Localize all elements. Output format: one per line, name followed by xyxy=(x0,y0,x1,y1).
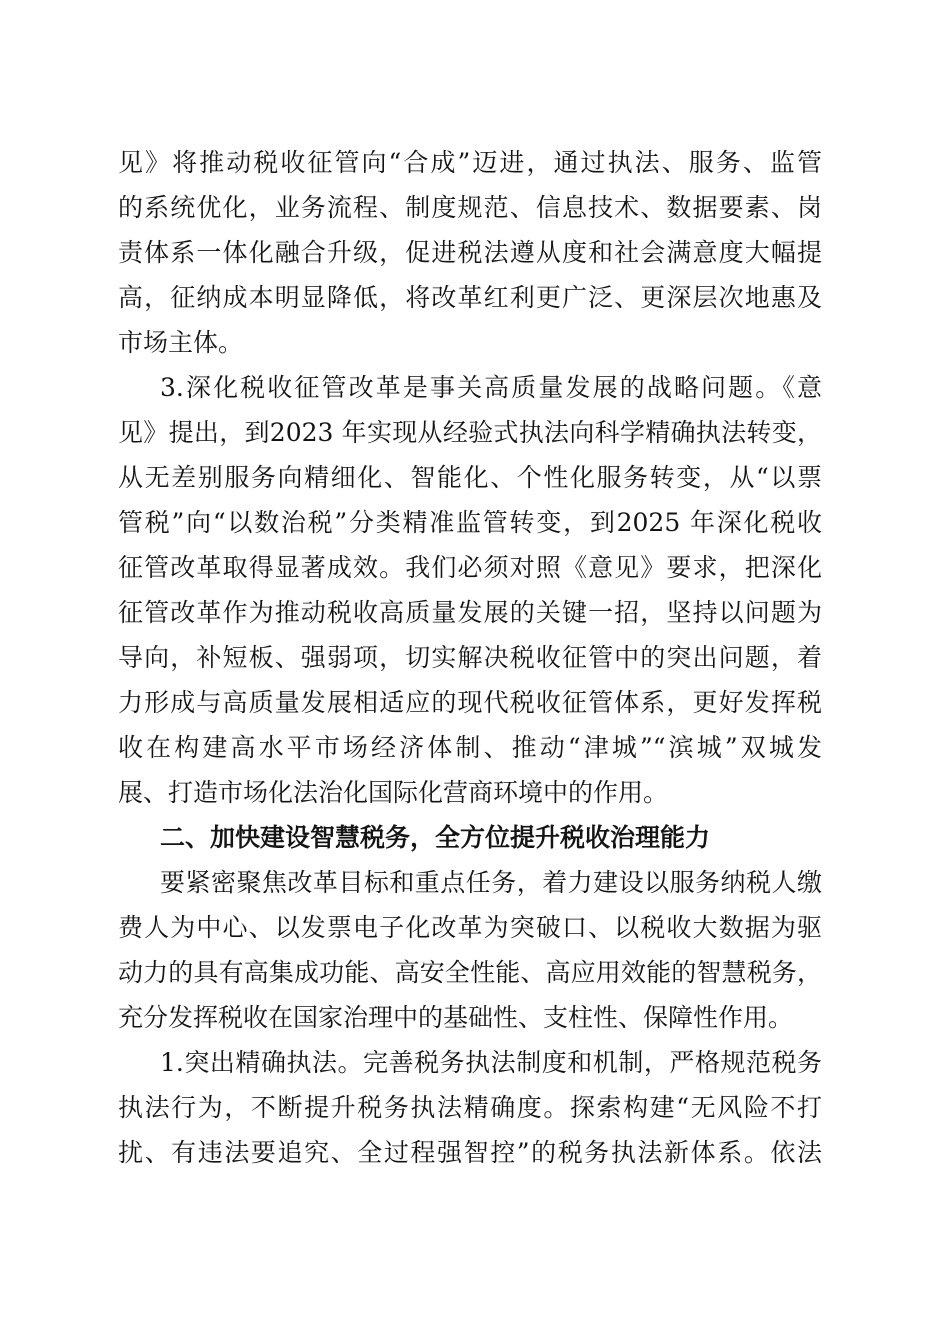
paragraph-line: 高，征纳成本明显降低，将改革红利更广泛、更深层次地惠及 xyxy=(118,283,822,312)
paragraph-line: 执法行为，不断提升税务执法精确度。探索构建“无风险不打 xyxy=(118,1093,822,1122)
paragraph-line: 费人为中心、以发票电子化改革为突破口、以税收大数据为驱 xyxy=(118,913,822,942)
paragraph-line: 见》提出，到2023 年实现从经验式执法向科学精确执法转变， xyxy=(118,418,822,447)
paragraph-1 xyxy=(118,140,822,365)
section-heading: 二、加快建设智慧税务，全方位提升税收治理能力 xyxy=(160,823,711,852)
paragraph-4 xyxy=(118,1040,822,1175)
paragraph-line: 从无差别服务向精细化、智能化、个性化服务转变，从“以票 xyxy=(118,463,822,492)
paragraph-line: 3.深化税收征管改革是事关高质量发展的战略问题。《意 xyxy=(160,373,822,402)
document-page xyxy=(118,140,822,1175)
paragraph-line: 充分发挥税收在国家治理中的基础性、支柱性、保障性作用。 xyxy=(118,1003,794,1032)
paragraph-3 xyxy=(118,860,822,1040)
paragraph-line: 征管改革取得显著成效。我们必须对照《意见》要求，把深化 xyxy=(118,553,822,582)
paragraph-line: 市场主体。 xyxy=(118,328,244,357)
paragraph-line: 力形成与高质量发展相适应的现代税收征管体系，更好发挥税 xyxy=(118,688,822,717)
paragraph-line: 的系统优化，业务流程、制度规范、信息技术、数据要素、岗 xyxy=(118,193,822,222)
paragraph-line: 扰、有违法要追究、全过程强智控”的税务执法新体系。依法 xyxy=(118,1138,822,1167)
paragraph-line: 管税”向“以数治税”分类精准监管转变，到2025 年深化税收 xyxy=(118,508,822,537)
paragraph-line: 责体系一体化融合升级，促进税法遵从度和社会满意度大幅提 xyxy=(118,238,822,267)
paragraph-line: 收在构建高水平市场经济体制、推动“津城”“滨城”双城发 xyxy=(118,733,822,762)
paragraph-line: 征管改革作为推动税收高质量发展的关键一招，坚持以问题为 xyxy=(118,598,822,627)
paragraph-line: 1.突出精确执法。完善税务执法制度和机制，严格规范税务 xyxy=(160,1048,822,1077)
paragraph-2 xyxy=(118,365,822,815)
paragraph-line: 见》将推动税收征管向“合成”迈进，通过执法、服务、监管 xyxy=(118,148,822,177)
paragraph-line: 导向，补短板、强弱项，切实解决税收征管中的突出问题，着 xyxy=(118,643,822,672)
paragraph-line: 动力的具有高集成功能、高安全性能、高应用效能的智慧税务， xyxy=(118,958,822,987)
paragraph-line: 展、打造市场化法治化国际化营商环境中的作用。 xyxy=(118,778,669,807)
paragraph-line: 要紧密聚焦改革目标和重点任务，着力建设以服务纳税人缴 xyxy=(160,868,822,897)
